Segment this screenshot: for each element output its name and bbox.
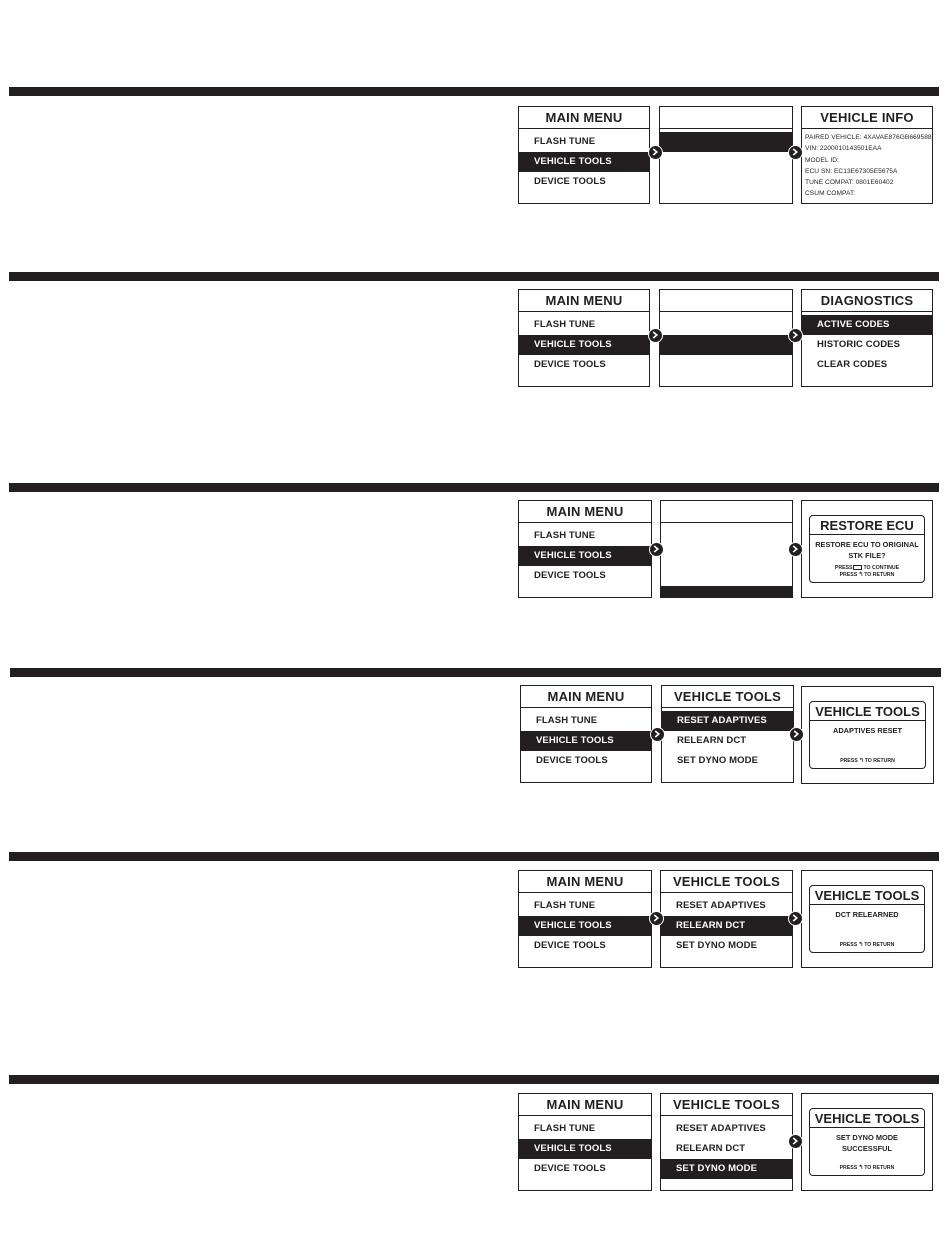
chevron-right-icon bbox=[788, 1134, 803, 1149]
menu-item-vehicle-tools[interactable]: VEHICLE TOOLS bbox=[519, 152, 649, 172]
menu-item-empty[interactable] bbox=[661, 566, 792, 586]
back-key-icon: ↰ bbox=[858, 1165, 864, 1171]
main-menu-screen bbox=[520, 685, 652, 783]
dialog-message: SET DYNO MODE SUCCESSFUL bbox=[835, 1133, 898, 1153]
vehicle-tools-screen-blank bbox=[660, 500, 793, 598]
chevron-right-icon bbox=[788, 328, 803, 343]
menu-item-vehicle-tools[interactable]: VEHICLE TOOLS bbox=[519, 1139, 651, 1159]
chevron-right-icon bbox=[788, 911, 803, 926]
result-dialog bbox=[809, 1108, 925, 1176]
menu-item-flash-tune[interactable]: FLASH TUNE bbox=[536, 715, 598, 726]
press-label: PRESS bbox=[834, 565, 853, 571]
back-key-icon: ↰ bbox=[858, 942, 864, 948]
result-dialog bbox=[809, 885, 925, 953]
dialog-footer bbox=[810, 1165, 924, 1172]
section-divider-5 bbox=[9, 852, 939, 861]
vehicle-tools-screen bbox=[661, 685, 794, 783]
menu-item-highlighted[interactable] bbox=[660, 335, 792, 355]
menu-item-device-tools[interactable]: DEVICE TOOLS bbox=[534, 176, 606, 187]
screen-title: MAIN MENU bbox=[521, 686, 651, 708]
section-divider-6 bbox=[9, 1075, 939, 1084]
return-label: TO RETURN bbox=[864, 572, 895, 578]
chevron-right-icon bbox=[648, 145, 663, 160]
menu-item-vehicle-tools[interactable]: VEHICLE TOOLS bbox=[519, 916, 651, 936]
press-label: PRESS bbox=[839, 1165, 858, 1171]
menu-item-set-dyno-mode[interactable]: SET DYNO MODE bbox=[676, 940, 758, 951]
screen-title: MAIN MENU bbox=[519, 1094, 651, 1116]
menu-item-highlighted[interactable] bbox=[660, 132, 792, 152]
dialog-footer bbox=[810, 942, 924, 949]
menu-item-set-dyno-mode[interactable]: SET DYNO MODE bbox=[677, 755, 759, 766]
paired-vehicle-line: PAIRED VEHICLE: 4XAVAE876GB669588 bbox=[805, 134, 932, 141]
screen-title: MAIN MENU bbox=[519, 107, 649, 129]
vehicle-tools-screen-blank bbox=[659, 289, 793, 387]
screen-title: MAIN MENU bbox=[519, 871, 651, 893]
menu-item-set-dyno-mode[interactable]: SET DYNO MODE bbox=[661, 1159, 792, 1179]
menu-item-device-tools[interactable]: DEVICE TOOLS bbox=[534, 359, 606, 370]
menu-item-empty[interactable] bbox=[661, 546, 792, 566]
menu-item-vehicle-tools[interactable]: VEHICLE TOOLS bbox=[519, 546, 651, 566]
menu-item-flash-tune[interactable]: FLASH TUNE bbox=[534, 319, 596, 330]
section-divider-1 bbox=[9, 87, 939, 96]
return-label: TO RETURN bbox=[864, 758, 895, 764]
dialog-title: VEHICLE TOOLS bbox=[810, 702, 925, 721]
menu-item-empty[interactable] bbox=[661, 526, 792, 546]
section-divider-3 bbox=[9, 483, 939, 492]
screen-title: VEHICLE INFO bbox=[802, 107, 932, 129]
press-label: PRESS bbox=[839, 942, 858, 948]
tune-compat-line: TUNE COMPAT: 0801E60402 bbox=[805, 179, 894, 187]
menu-item-active-codes[interactable]: ACTIVE CODES bbox=[802, 315, 932, 335]
main-menu-screen bbox=[518, 1093, 652, 1191]
menu-item-empty[interactable] bbox=[660, 315, 792, 335]
press-label: PRESS bbox=[840, 758, 858, 764]
csum-compat-line: CSUM COMPAT: bbox=[805, 190, 856, 198]
chevron-right-icon bbox=[648, 328, 663, 343]
chevron-right-icon bbox=[789, 727, 804, 742]
section-divider-4 bbox=[10, 668, 941, 677]
vehicle-tools-screen-blank bbox=[659, 106, 793, 204]
main-menu-screen bbox=[518, 106, 650, 204]
dialog-footer bbox=[810, 758, 925, 765]
menu-item-device-tools[interactable]: DEVICE TOOLS bbox=[534, 1163, 606, 1174]
enter-key-icon bbox=[853, 565, 862, 570]
menu-item-historic-codes[interactable]: HISTORIC CODES bbox=[817, 339, 901, 350]
restore-ecu-screen bbox=[801, 500, 933, 598]
screen-title bbox=[660, 107, 792, 129]
model-id-line: MODEL ID: bbox=[805, 156, 839, 164]
dialog-footer bbox=[810, 565, 924, 579]
dialog-message: RESTORE ECU TO ORIGINAL STK FILE? bbox=[815, 540, 919, 560]
back-key-icon: ↰ bbox=[858, 572, 864, 578]
return-label: TO RETURN bbox=[864, 1165, 895, 1171]
result-dialog bbox=[809, 701, 926, 769]
return-label: TO RETURN bbox=[864, 942, 895, 948]
menu-item-reset-adaptives[interactable]: RESET ADAPTIVES bbox=[676, 900, 766, 911]
screen-title: VEHICLE TOOLS bbox=[662, 686, 793, 708]
ecu-sn-line: ECU SN: EC13E67305E5675A bbox=[805, 167, 898, 175]
menu-item-reset-adaptives[interactable]: RESET ADAPTIVES bbox=[676, 1123, 766, 1134]
menu-item-device-tools[interactable]: DEVICE TOOLS bbox=[534, 940, 606, 951]
screen-title bbox=[661, 501, 792, 523]
press-label: PRESS bbox=[839, 572, 858, 578]
restore-ecu-dialog bbox=[809, 515, 925, 583]
main-menu-screen bbox=[518, 289, 650, 387]
menu-item-clear-codes[interactable]: CLEAR CODES bbox=[817, 359, 888, 370]
section-divider-2 bbox=[9, 272, 939, 281]
screen-title: VEHICLE TOOLS bbox=[661, 1094, 792, 1116]
menu-item-flash-tune[interactable]: FLASH TUNE bbox=[534, 1123, 596, 1134]
menu-item-vehicle-tools[interactable]: VEHICLE TOOLS bbox=[519, 335, 649, 355]
vehicle-tools-result-screen bbox=[801, 686, 934, 784]
back-key-icon: ↰ bbox=[858, 758, 864, 764]
vehicle-tools-screen bbox=[660, 870, 793, 968]
menu-item-relearn-dct[interactable]: RELEARN DCT bbox=[677, 735, 747, 746]
chevron-right-icon bbox=[649, 542, 664, 557]
continue-label: TO CONTINUE bbox=[863, 565, 900, 571]
screen-title: MAIN MENU bbox=[519, 501, 651, 523]
dialog-message: DCT RELEARNED bbox=[835, 910, 899, 919]
menu-item-flash-tune[interactable]: FLASH TUNE bbox=[534, 900, 596, 911]
menu-item-vehicle-tools[interactable]: VEHICLE TOOLS bbox=[521, 731, 651, 751]
vehicle-tools-result-screen bbox=[801, 870, 933, 968]
menu-item-highlighted[interactable] bbox=[661, 586, 792, 598]
main-menu-screen bbox=[518, 500, 652, 598]
vehicle-info-screen bbox=[801, 106, 933, 204]
chevron-right-icon bbox=[650, 727, 665, 742]
menu-item-device-tools[interactable]: DEVICE TOOLS bbox=[534, 570, 606, 581]
menu-item-flash-tune[interactable]: FLASH TUNE bbox=[534, 136, 596, 147]
menu-item-flash-tune[interactable]: FLASH TUNE bbox=[534, 530, 596, 541]
chevron-right-icon bbox=[788, 145, 803, 160]
screen-title: VEHICLE TOOLS bbox=[661, 871, 792, 893]
dialog-message: ADAPTIVES RESET bbox=[833, 726, 902, 735]
vehicle-tools-screen bbox=[660, 1093, 793, 1191]
dialog-title: VEHICLE TOOLS bbox=[810, 1109, 924, 1128]
menu-item-device-tools[interactable]: DEVICE TOOLS bbox=[536, 755, 608, 766]
menu-item-reset-adaptives[interactable]: RESET ADAPTIVES bbox=[662, 711, 793, 731]
screen-title: DIAGNOSTICS bbox=[802, 290, 932, 312]
vehicle-tools-result-screen bbox=[801, 1093, 933, 1191]
dialog-title: RESTORE ECU bbox=[810, 516, 924, 535]
menu-item-relearn-dct[interactable]: RELEARN DCT bbox=[661, 916, 792, 936]
screen-title: MAIN MENU bbox=[519, 290, 649, 312]
dialog-title: VEHICLE TOOLS bbox=[810, 886, 924, 905]
menu-item-relearn-dct[interactable]: RELEARN DCT bbox=[676, 1143, 746, 1154]
chevron-right-icon bbox=[649, 911, 664, 926]
diagnostics-screen bbox=[801, 289, 933, 387]
vin-line: VIN: 2200010143501EAA bbox=[805, 145, 882, 153]
screen-title bbox=[660, 290, 792, 312]
main-menu-screen bbox=[518, 870, 652, 968]
chevron-right-icon bbox=[788, 542, 803, 557]
